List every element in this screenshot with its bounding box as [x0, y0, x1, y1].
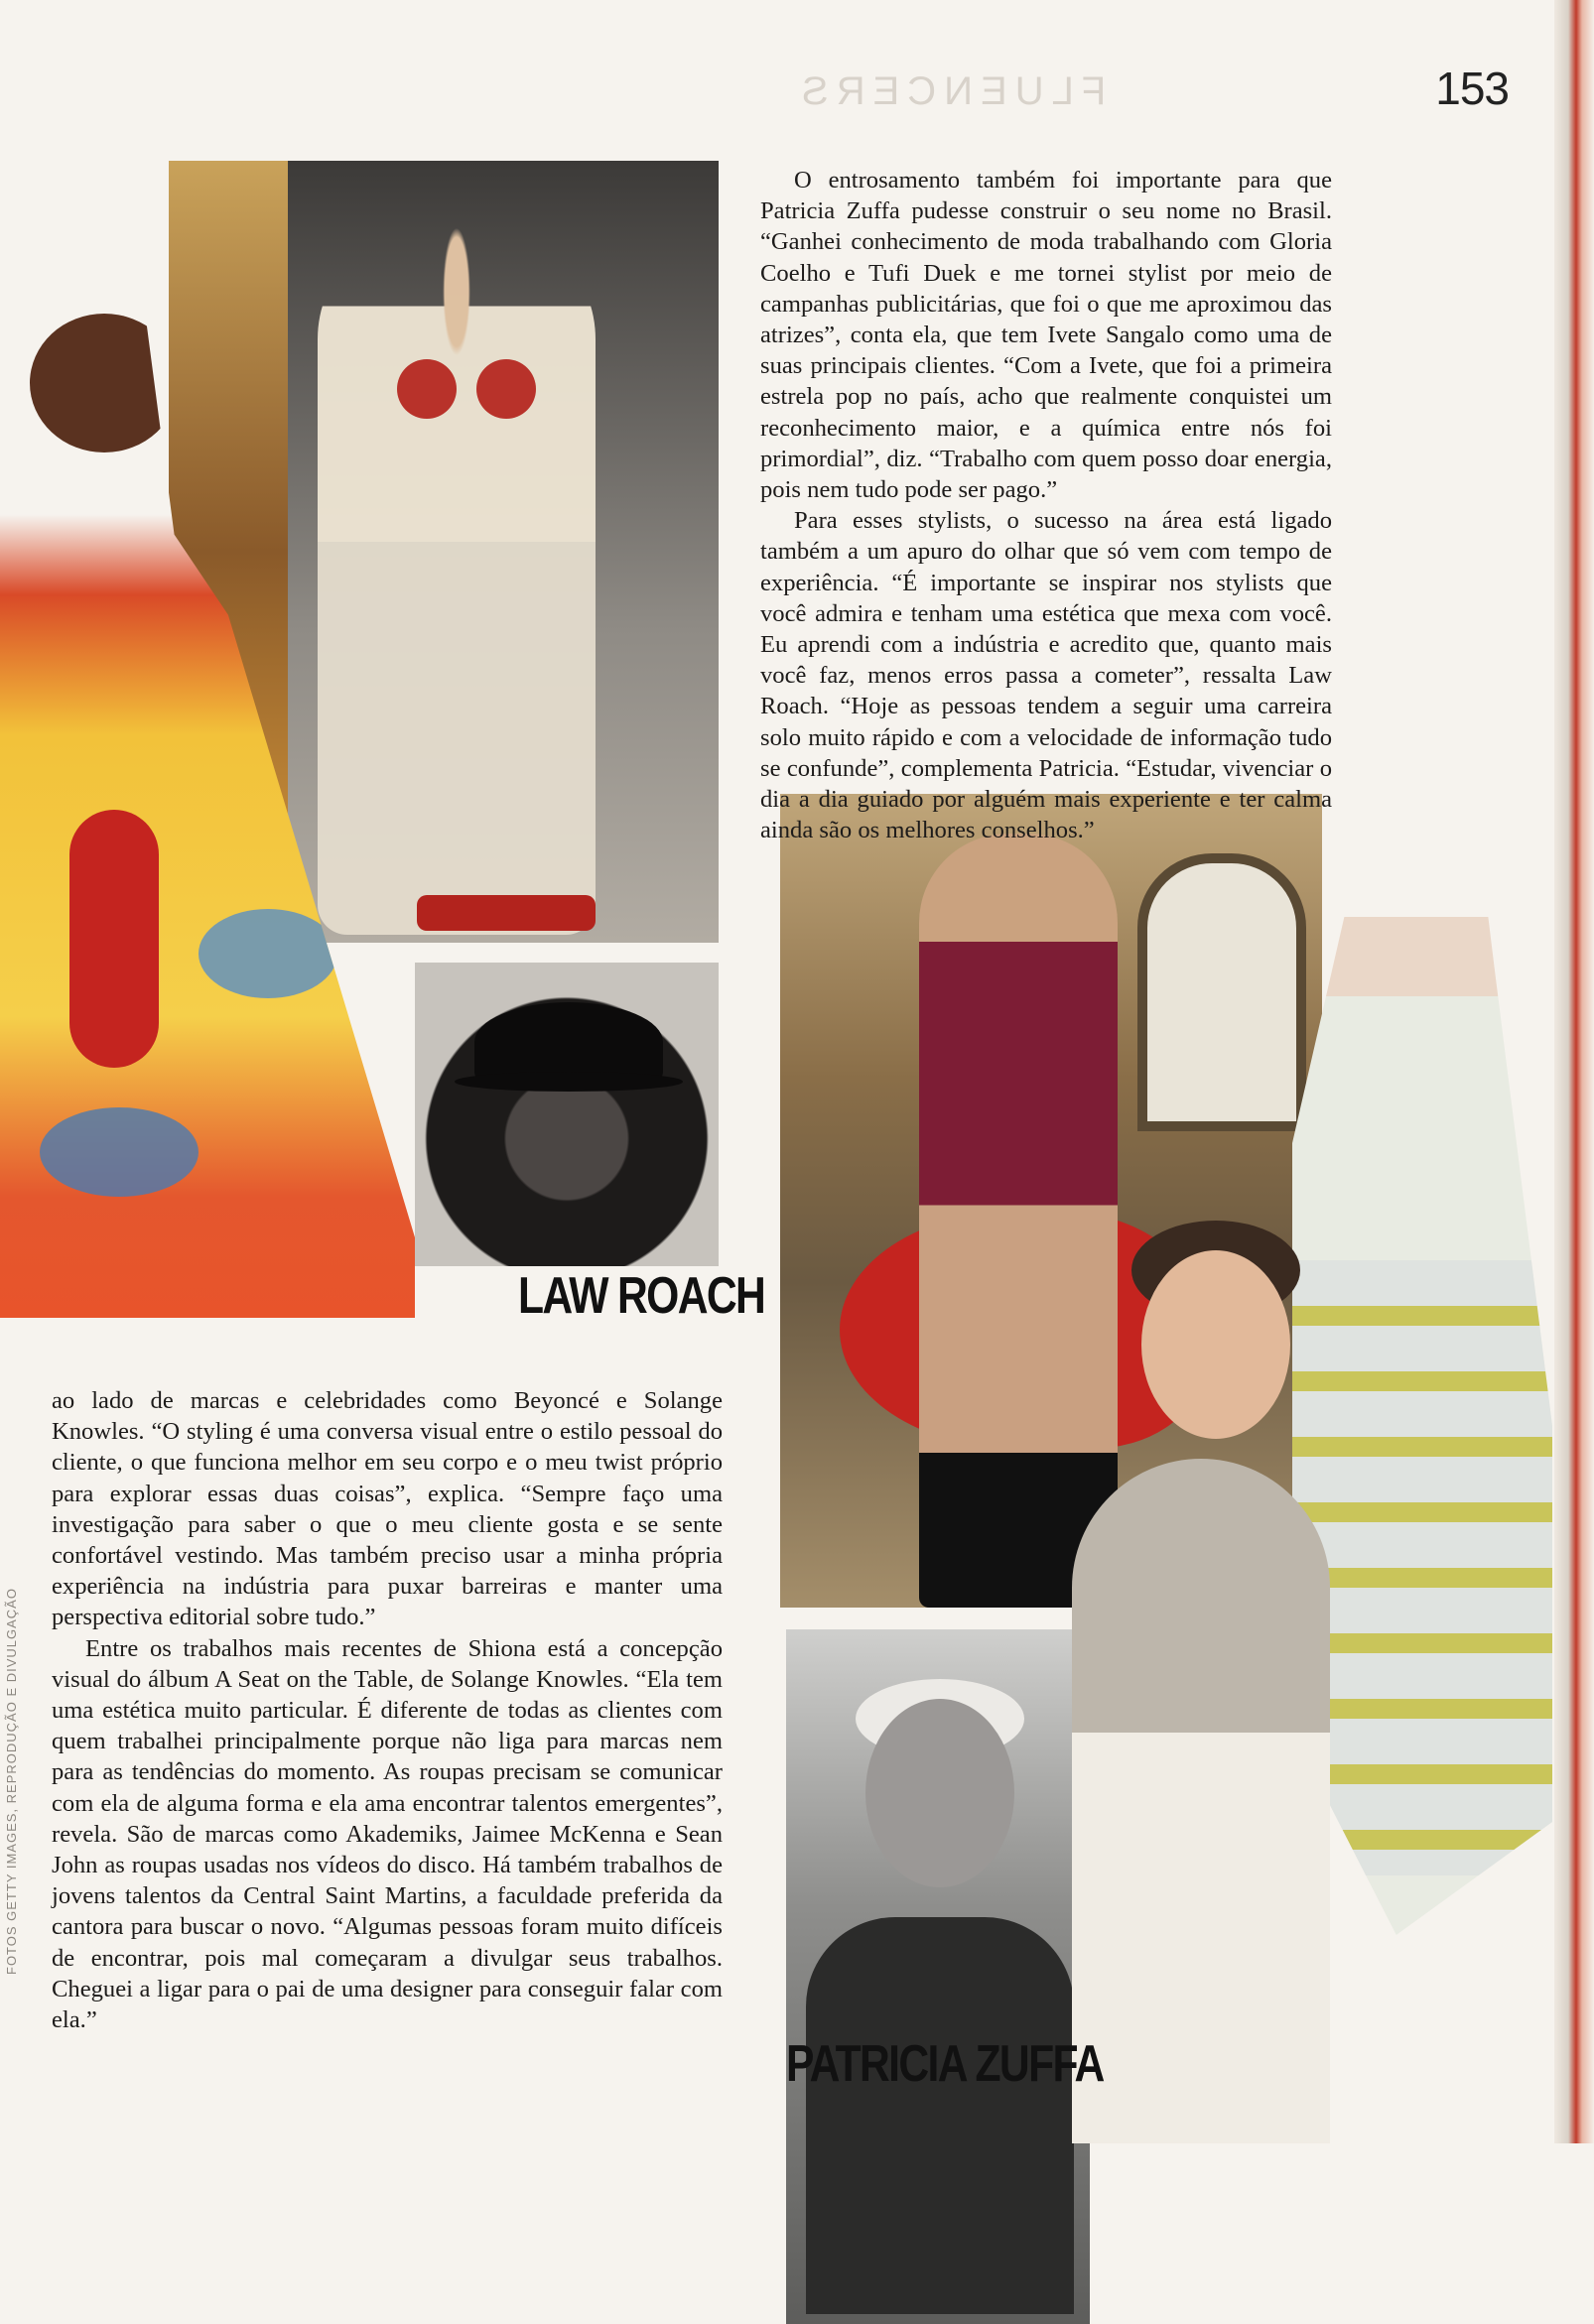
article-column-bottom	[52, 1385, 723, 2035]
caption-patricia-zuffa: PATRICIA ZUFFA	[786, 2035, 1104, 2093]
section-heading-ghost: FLUENCERS	[794, 69, 1107, 113]
photo-credit: FOTOS GETTY IMAGES, REPRODUÇÃO E DIVULGAÇÃO	[4, 1588, 19, 1975]
article-paragraph: Entre os trabalhos mais recentes de Shiona está a concepção visual do álbum A Seat on the Table, de Solange Knowles. “Ela tem uma estética muito particular. É diferente de todas as clientes com quem trabalhei principalmente porque não liga para marcas nem para as tendências do momento. As roupas precisam se comunicar com ela de alguma forma e ela ama encontrar talentos emergentes”, revela. São de marcas como Akademiks, Jaimee McKenna e Sean John as roupas usadas nos vídeos do disco. Há também trabalhos de jovens talentos da Central Saint Martins, a faculdade preferida da cantora para buscar o novo. “Algumas pessoas foram muito difíceis de encontrar, pois mal começaram a divulgar seus trabalhos. Cheguei a ligar para o pai de uma designer para conseguir falar com ela.”	[52, 1634, 723, 2034]
photo-detail	[474, 1002, 663, 1082]
article-paragraph: Para esses stylists, o sucesso na área está ligado também a um apuro do olhar que só vem com tempo de experiência. “É importante se inspirar nos stylists que você admira e tenham uma estética que mexa com você. Eu aprendi com a indústria e acredito que, quanto mais você faz, menos erros passa a cometer”, ressalta Law Roach. “Hoje as pessoas tendem a seguir uma carreira solo muito rápido e com a velocidade de informação tudo se confunde”, complementa Patricia. “Estudar, vivenciar o dia a dia guiado por alguém mais experiente e ter calma ainda são os melhores conselhos.”	[760, 507, 1332, 844]
photo-detail	[397, 359, 457, 419]
page-edge	[1554, 0, 1594, 2143]
photo-figure	[318, 220, 596, 935]
photo-law-roach-portrait	[415, 963, 719, 1266]
photo-detail	[1072, 1459, 1330, 2143]
article-paragraph: ao lado de marcas e celebridades como Beyoncé e Solange Knowles. “O styling é uma conversa visual entre o estilo pessoal do cliente, o que funciona melhor em seu corpo e o meu twist próprio para explorar essas duas coisas”, explica. “Sempre faço uma investigação para saber o que o meu cliente gosta e se sente confortável vestindo. Mas também preciso usar a minha própria experiência na indústria para puxar barreiras e manter uma perspectiva editorial sobre tudo.”	[52, 1387, 723, 1631]
photo-bruna-marquezine	[993, 1141, 1409, 2143]
photo-detail	[30, 314, 179, 452]
article-paragraph: O entrosamento também foi importante para que Patricia Zuffa pudesse construir o seu nome no Brasil. “Ganhei conhecimento de moda trabalhando com Gloria Coelho e Tufi Duek e me tornei stylist por meio de campanhas publicitárias, que foi o que me aproximou das atrizes”, conta ela, que tem Ivete Sangalo como uma de suas principais clientes. “Com a Ivete, que foi a primeira estrela pop no país, acho que realmente conquistei um reconhecimento maior, e a química entre nós foi primordial”, diz. “Trabalho com quem posso doar energia, pois nem tudo pode ser pago.”	[760, 167, 1332, 504]
photo-detail	[476, 359, 536, 419]
photo-detail	[199, 909, 337, 998]
photo-detail	[417, 895, 596, 931]
article-column-top	[760, 165, 1332, 845]
page-number: 153	[1435, 63, 1509, 114]
photo-detail	[69, 810, 159, 1068]
photo-detail	[40, 1107, 199, 1197]
photo-detail	[1141, 1250, 1290, 1439]
caption-law-roach: LAW ROACH	[518, 1267, 765, 1325]
photo-detail	[455, 1072, 683, 1092]
photo-detail	[1137, 853, 1306, 1131]
